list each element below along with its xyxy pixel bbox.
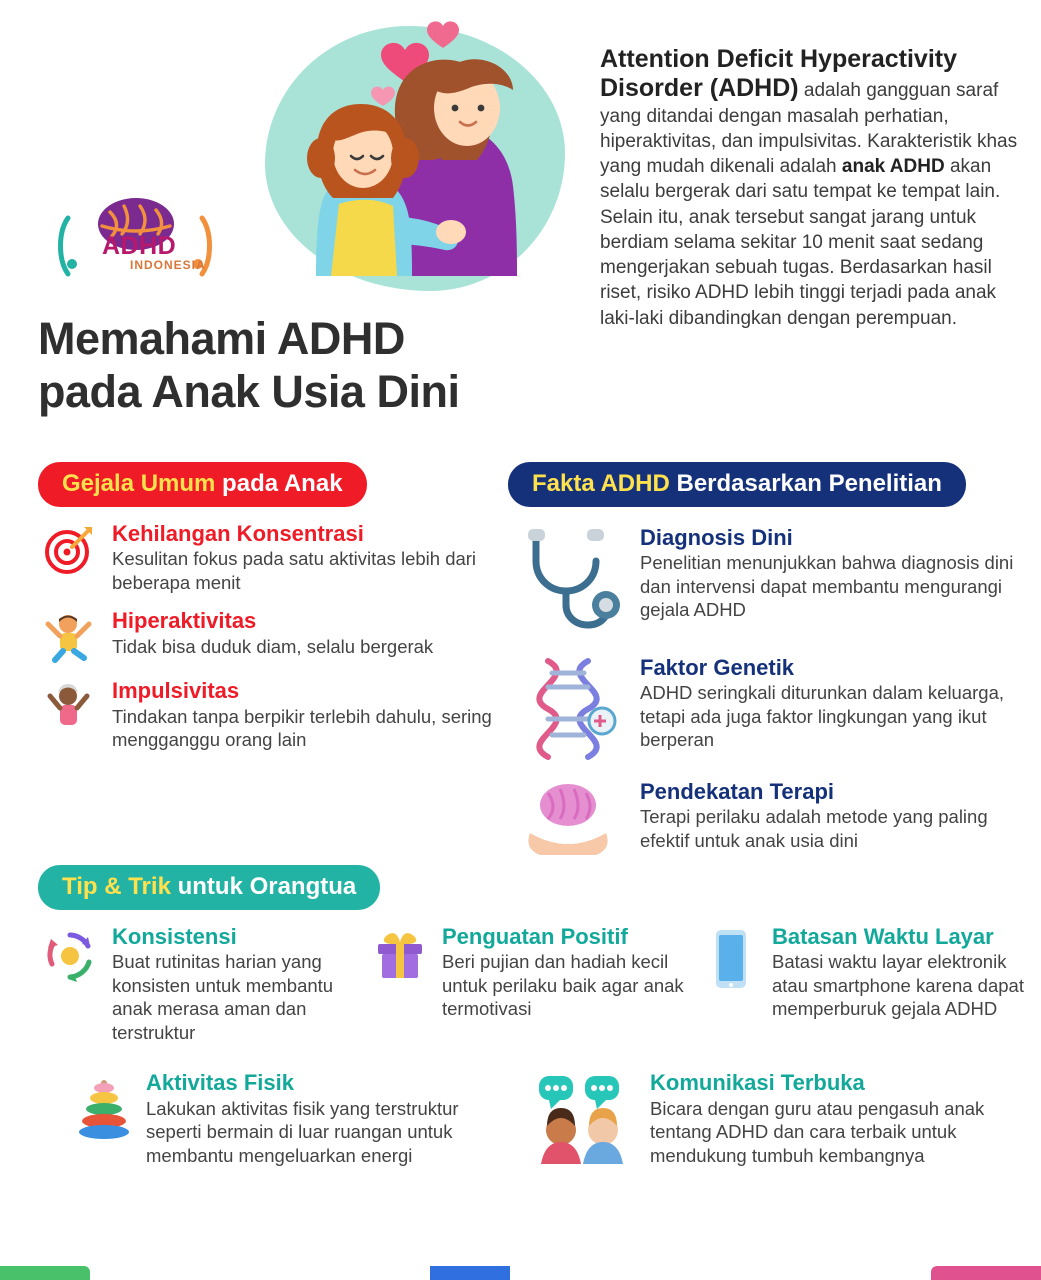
list-item-desc: Penelitian menunjukkan bahwa diagnosis dini dan intervensi dapat membantu mengurangi gejala ADHD — [640, 552, 1014, 621]
symptoms-banner-rest: pada Anak — [215, 470, 343, 497]
tips-row-1 — [38, 924, 1041, 1044]
bottom-decorative-strip — [0, 1264, 1041, 1280]
cycle-refresh-icon — [38, 924, 102, 1044]
target-arrow-icon — [38, 521, 100, 594]
logo-text: ADHD — [102, 232, 177, 260]
hero-illustration — [255, 8, 580, 308]
list-item — [368, 924, 698, 1044]
tips-section — [38, 865, 1041, 1167]
header-section — [0, 0, 1041, 450]
list-item — [508, 525, 1041, 637]
logo — [52, 192, 222, 302]
list-item-desc: Lakukan aktivitas fisik yang terstruktur seperti bermain di luar ruangan untuk membantu mengeluarkan energi — [146, 1097, 459, 1166]
tips-row-2 — [38, 1070, 1041, 1167]
list-item — [530, 1070, 1030, 1167]
list-item-title: Komunikasi Terbuka — [650, 1070, 865, 1096]
list-item-title: Kehilangan Konsentrasi — [112, 521, 364, 546]
intro-paragraph — [600, 45, 1023, 331]
symptoms-banner — [38, 462, 367, 507]
header-left — [0, 0, 600, 450]
list-item-title: Aktivitas Fisik — [146, 1070, 294, 1096]
strip-pink — [931, 1266, 1041, 1280]
intro-lead: Attention Deficit Hyperactivity Disorder (ADHD) — [600, 45, 958, 103]
list-item-desc: Tidak bisa duduk diam, selalu bergerak — [112, 635, 434, 657]
list-item-desc: Batasi waktu layar elektronik atau smartphone karena dapat memperburuk gejala ADHD — [772, 951, 1024, 1020]
symptoms-column — [38, 462, 508, 752]
intro-emphasis: anak ADHD — [841, 156, 945, 178]
intro-block — [600, 0, 1041, 450]
dna-helix-icon — [508, 655, 628, 761]
page-title-line1: Memahami ADHD — [38, 313, 405, 364]
two-people-chat-icon — [530, 1070, 640, 1167]
list-item — [698, 924, 1038, 1044]
brain-in-hand-icon — [508, 779, 628, 859]
symptoms-banner-highlight: Gejala Umum — [62, 470, 216, 497]
page-title — [38, 312, 459, 418]
list-item — [508, 655, 1041, 761]
list-item-title: Impulsivitas — [112, 678, 240, 704]
list-item — [38, 521, 508, 594]
list-item-desc: ADHD seringkali diturunkan dalam keluarga, tetapi ada juga faktor lingkungan yang ikut berperan — [640, 682, 1005, 751]
list-item-title: Faktor Genetik — [640, 655, 795, 680]
strip-blue — [430, 1266, 510, 1280]
mother-and-child-hug-icon — [255, 8, 580, 308]
list-item-title: Pendekatan Terapi — [640, 779, 834, 804]
intro-body-2: akan selalu bergerak dari satu tempat ke tempat lain. Selain itu, anak tersebut sangat jarang untuk berdiam selama sekitar 10 menit saat sedang mengerjakan sebuah tugas. Berdasarkan hasil riset, risiko ADHD lebih tinggi terjadi pada anak laki-laki dibandingkan dengan perempuan. — [600, 156, 1001, 329]
facts-banner — [508, 462, 966, 507]
child-jumping-icon — [38, 608, 100, 664]
list-item-desc: Buat rutinitas harian yang konsisten untuk membantu anak merasa aman dan terstruktur — [112, 951, 334, 1043]
smartphone-icon — [698, 924, 762, 1044]
list-item-title: Penguatan Positif — [442, 924, 628, 949]
stacking-rings-toy-icon — [72, 1070, 136, 1167]
list-item — [508, 779, 1041, 859]
list-item-desc: Beri pujian dan hadiah kecil untuk perilaku baik agar anak termotivasi — [442, 951, 684, 1020]
tips-banner-highlight: Tip & Trik — [62, 873, 171, 900]
list-item — [38, 924, 368, 1044]
list-item — [72, 1070, 492, 1167]
strip-green — [0, 1266, 90, 1280]
facts-banner-highlight: Fakta ADHD — [532, 470, 670, 497]
list-item-title: Batasan Waktu Layar — [772, 924, 994, 949]
tips-banner-rest: untuk Orangtua — [170, 873, 357, 900]
stethoscope-icon — [508, 525, 628, 637]
list-item — [38, 608, 508, 664]
list-item — [38, 678, 508, 751]
list-item-desc: Terapi perilaku adalah metode yang paling efektif untuk anak usia dini — [640, 806, 988, 851]
list-item-desc: Kesulitan fokus pada satu aktivitas lebih dari beberapa menit — [112, 548, 477, 593]
logo-subtext: INDONESIA — [130, 258, 206, 272]
facts-banner-rest: Berdasarkan Penelitian — [669, 470, 942, 497]
list-item-desc: Tindakan tanpa berpikir terlebih dahulu, sering mengganggu orang lain — [112, 705, 492, 751]
intro-body-1: adalah gangguan saraf yang ditandai dengan masalah perhatian, hiperaktivitas, dan impulsivitas. Karakteristik khas yang mudah dikenali adalah — [600, 80, 1018, 178]
list-item-title: Diagnosis Dini — [640, 525, 793, 550]
list-item-title: Konsistensi — [112, 924, 237, 949]
gift-box-icon — [368, 924, 432, 1044]
list-item-title: Hiperaktivitas — [112, 608, 257, 634]
page-title-line2: pada Anak Usia Dini — [38, 366, 460, 418]
facts-column — [508, 462, 1041, 859]
tips-banner — [38, 865, 380, 910]
list-item-desc: Bicara dengan guru atau pengasuh anak tentang ADHD dan cara terbaik untuk mendukung tumbuh kembangnya — [650, 1097, 985, 1166]
child-arms-up-icon — [38, 678, 100, 751]
